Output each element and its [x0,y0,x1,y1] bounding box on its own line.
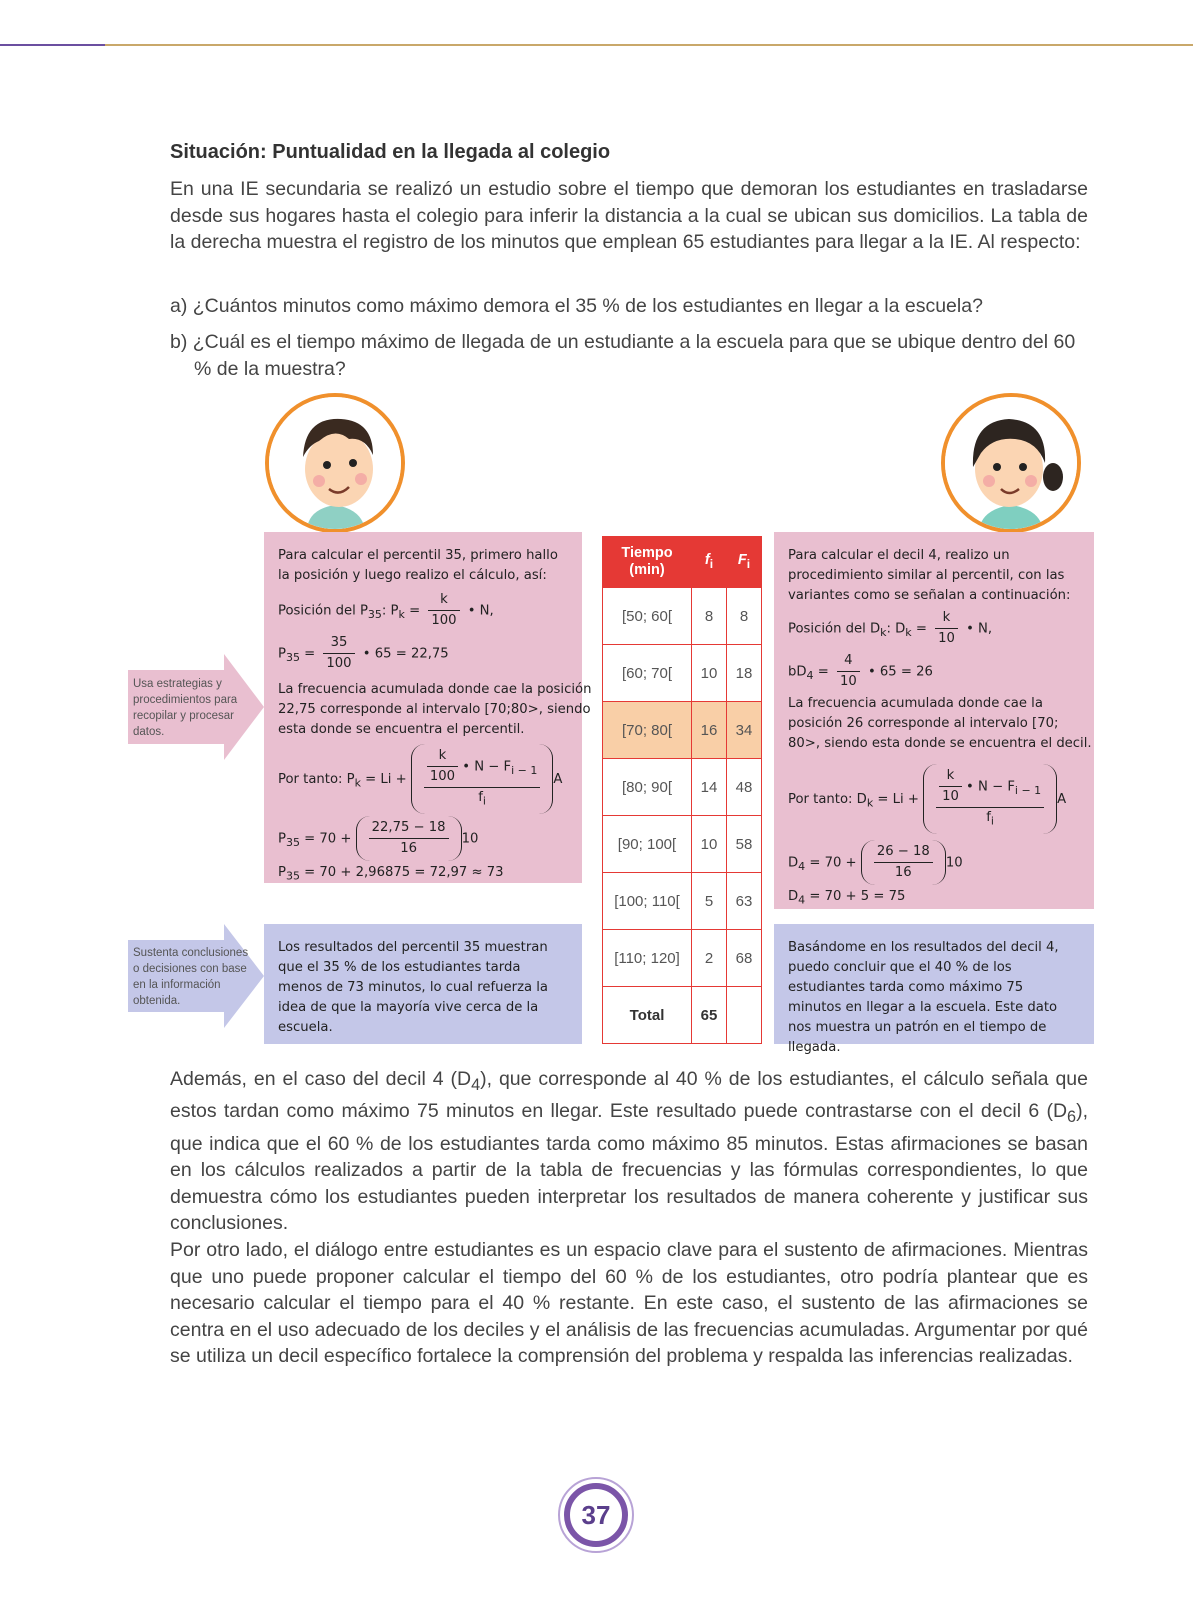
right-line2: procedimiento similar al percentil, con las [788,568,1065,583]
right-freq-line2: posición 26 corresponde al intervalo [70; [788,716,1059,731]
right-d4-calc: $D_4 = 70$ + $\frac{26 - 18}{16}$ 10 [788,840,1080,885]
left-position-formula: Posición del $P_{35}$: $P_k$ = $\frac{k}{100}$ • N, [278,592,494,628]
girl-avatar [941,393,1081,533]
header-time: Tiempo (min) [603,537,692,588]
percentile-calc-box [264,532,592,883]
left-p35-position: $P_{35}$ = $\frac{35}{100}$ • 65 = 22,75 [278,635,449,671]
table-row-highlighted: [70; 80[ 16 34 [603,702,762,759]
left-p35-result: $P_{35} = 70 + 2,96875 = 72,97 \approx 73$ [278,864,504,883]
question-b [170,329,1088,382]
decile-conclusion-box [774,924,1094,1055]
right-position-formula: Posición del $D_k$: $D_k$ = $\frac{k}{10}$ • N, [788,610,993,646]
question-a [170,293,1088,320]
header-fi: $f_i$ [692,537,727,588]
intro-paragraph: En una IE secundaria se realizó un estudio sobre el tiempo que demoran los estudiantes en trasladarse desde sus hogares hasta el colegio para inferir la distancia a la cual se ubican sus domicilios. La tabla de la derecha muestra el registro de los minutos que emplean 65 estudiantes para llegar a la IE. Al respecto: [170,178,1088,253]
frequency-table [602,536,762,1044]
table-row: [110; 120] 2 68 [603,930,762,987]
skill-label-2: Sustenta conclusiones o decisiones con base en la información obtenida. [133,947,249,1007]
left-freq-line3: esta donde se encuentra el percentil. [278,722,525,737]
table-row: [50; 60[ 8 8 [603,588,762,645]
paragraph-dialogue: Por otro lado, el diálogo entre estudiantes es un espacio clave para el sustento de afirmaciones. Mientras que uno puede proponer calcular el tiempo del 60 % de los estudiantes, otro podría plantear que es necesario calcular el tiempo para el 40 % restante. En este caso, el sustento de las afirmaciones se centra en el uso adecuado de los deciles y el análisis de las frecuencias acumuladas. Argumentar por qué se utiliza un decil específico fortalece la comprensión del problema y respalda las inferencias realizadas. [170,1239,1088,1367]
paragraph-decile-comparison: Además, en el caso del decil 4 $(D_4)$, que corresponde al 40 % de los estudiantes, el cálculo señala que estos tardan como máximo 75 minutos en llegar. Este resultado puede contrastarse con el decil 6 $(D_6)$, que indica que el 60 % de los estudiantes tarda como máximo 85 minutos. Estas afirmaciones se basan en los cálculos realizados a partir de la tabla de frecuencias y las fórmulas correspondientes, lo que demuestra cómo los estudiantes pueden interpretar los resultados de manera coherente y justificar sus conclusiones. [170,1068,1088,1235]
header-Fi: $F_i$ [727,537,762,588]
decile-calc-box [774,532,1094,909]
right-conclusion-text: Basándome en los resultados del decil 4, puedo concluir que el 40 % de los estudiantes tarda como máximo 75 minutos en llegar a la escuela. Este dato nos muestra un patrón en el tiempo de llegada. [788,940,1059,1055]
left-line2: la posición y luego realizo el cálculo, así: [278,568,547,583]
left-conclusion-text: Los resultados del percentil 35 muestran que el 35 % de los estudiantes tarda menos de 73 minutos, lo cual refuerza la idea de que la mayoría vive cerca de la escuela. [278,940,549,1035]
top-rule-accent [0,44,105,46]
section-title: Situación: Puntualidad en la llegada al colegio [170,141,611,163]
table-header-row [603,537,762,588]
left-line1: Para calcular el percentil 35, primero hallo [278,548,558,563]
right-line3: variantes como se señalan a continuación: [788,588,1071,603]
right-d4-result: $D_4 = 70 + 5 = 75$ [788,888,906,907]
table-total-row: Total 65 [603,987,762,1044]
boy-avatar [265,393,405,533]
right-general-formula: Por tanto: $D_k = Li$ + $\frac{k}{10}$ • $N - F_{i - 1}$ $f_i$ A [788,764,1080,834]
top-rule [0,44,1193,46]
question-b-text: b) ¿Cuál es el tiempo máximo de llegada de un estudiante a la escuela para que se ubique dentro del 60 % de la muestra? [170,331,1076,380]
percentile-conclusion-box [264,924,582,1044]
table-row: [60; 70[ 10 18 [603,645,762,702]
left-freq-line2: 22,75 corresponde al intervalo [70;80>, siendo [278,702,591,717]
page-number: 37 [581,1500,611,1530]
table-row: [80; 90[ 14 48 [603,759,762,816]
question-a-text: a) ¿Cuántos minutos como máximo demora el 35 % de los estudiantes en llegar a la escuela? [170,295,983,317]
right-d4-position: $bD_4$ = $\frac{4}{10}$ • 65 = 26 [788,653,933,689]
right-freq-line3: 80>, siendo esta donde se encuentra el decil. [788,736,1092,751]
right-line1: Para calcular el decil 4, realizo un [788,548,1010,563]
skill-label-1: Usa estrategias y procedimientos para recopilar y procesar datos. [133,678,238,738]
table-row: [100; 110[ 5 63 [603,873,762,930]
left-freq-line1: La frecuencia acumulada donde cae la posición [278,682,592,697]
right-freq-line1: La frecuencia acumulada donde cae la [788,696,1043,711]
left-general-formula: Por tanto: $P_k = Li$ + $\frac{k}{100}$ • $N - F_{i - 1}$ $f_i$ A [278,744,568,814]
table-row: [90; 100[ 10 58 [603,816,762,873]
left-p35-calc: $P_{35} = 70$ + $\frac{22,75 - 18}{16}$ 10 [278,816,568,861]
